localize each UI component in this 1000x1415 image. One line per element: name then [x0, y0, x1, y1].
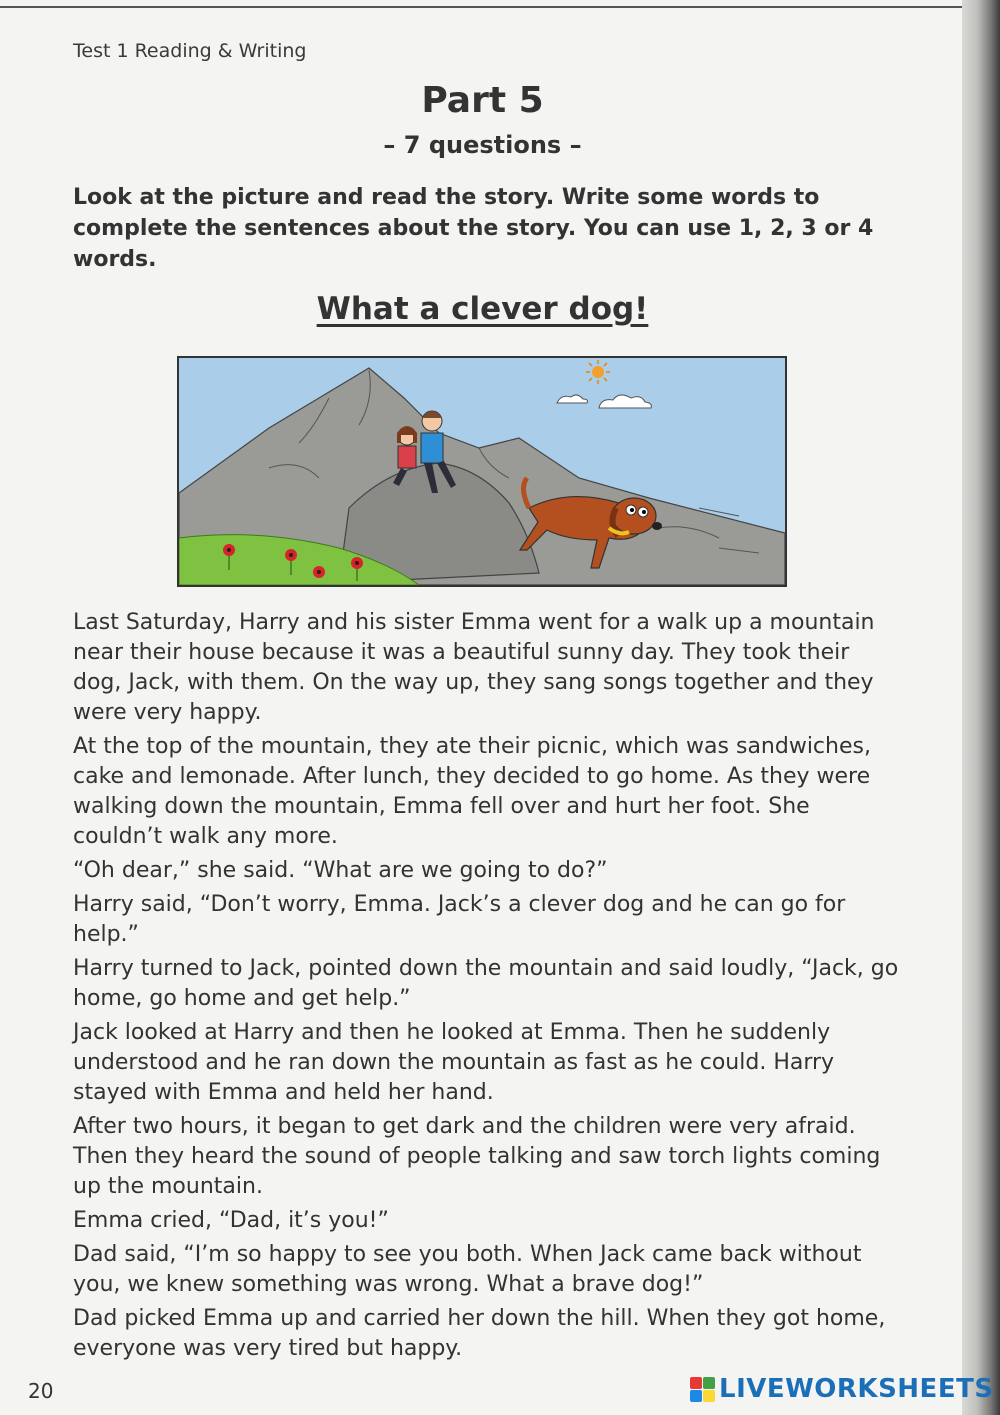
liveworksheets-logo-icon — [690, 1377, 715, 1402]
liveworksheets-logo[interactable] — [690, 1371, 994, 1407]
story-paragraph: Emma cried, “Dad, it’s you!” — [73, 1208, 389, 1233]
story-title — [0, 291, 965, 327]
story-illustration — [177, 356, 787, 587]
brand-name: LIVEWORKSHEETS — [719, 1374, 994, 1404]
story-text — [73, 608, 903, 1368]
question-count: – 7 questions – — [383, 131, 582, 159]
story-paragraph: After two hours, it began to get dark and the children were very afraid. Then they heard the sound of people talking and saw torch lights coming up the mountain. — [73, 1114, 881, 1199]
story-paragraph: “Oh dear,” she said. “What are we going to do?” — [73, 858, 608, 883]
story-paragraph: Jack looked at Harry and then he looked at Emma. Then he suddenly understood and he ran down the mountain as fast as he could. Harry stayed with Emma and held her hand. — [73, 1020, 835, 1105]
story-paragraph: Last Saturday, Harry and his sister Emma went for a walk up a mountain near their house because it was a beautiful sunny day. They took their dog, Jack, with them. On the way up, they sang songs together and they were very happy. — [73, 610, 875, 725]
top-rule — [0, 6, 965, 8]
story-paragraph: Dad said, “I’m so happy to see you both. When Jack came back without you, we knew something was wrong. What a brave dog!” — [73, 1242, 862, 1297]
instructions: Look at the picture and read the story. Write some words to complete the sentences about the story. You can use 1, 2, 3 or 4 words. — [73, 185, 874, 272]
test-section-label: Test 1 Reading & Writing — [73, 40, 307, 62]
story-paragraph: At the top of the mountain, they ate their picnic, which was sandwiches, cake and lemonade. After lunch, they decided to go home. As they were walking down the mountain, Emma fell over and hurt her foot. She couldn’t walk any more. — [73, 734, 871, 849]
story-paragraph: Harry said, “Don’t worry, Emma. Jack’s a clever dog and he can go for help.” — [73, 892, 846, 947]
mountain-scene-image — [179, 358, 785, 585]
sun-icon — [586, 360, 610, 384]
part-title: Part 5 — [421, 80, 544, 121]
page-binding-edge — [962, 0, 1000, 1415]
story-paragraph: Dad picked Emma up and carried her down the hill. When they got home, everyone was very tired but happy. — [73, 1306, 886, 1361]
page-number: 20 — [28, 1379, 54, 1403]
story-title-text: What a clever dog! — [316, 291, 649, 327]
story-paragraph: Harry turned to Jack, pointed down the mountain and said loudly, “Jack, go home, go home and get help.” — [73, 956, 899, 1011]
